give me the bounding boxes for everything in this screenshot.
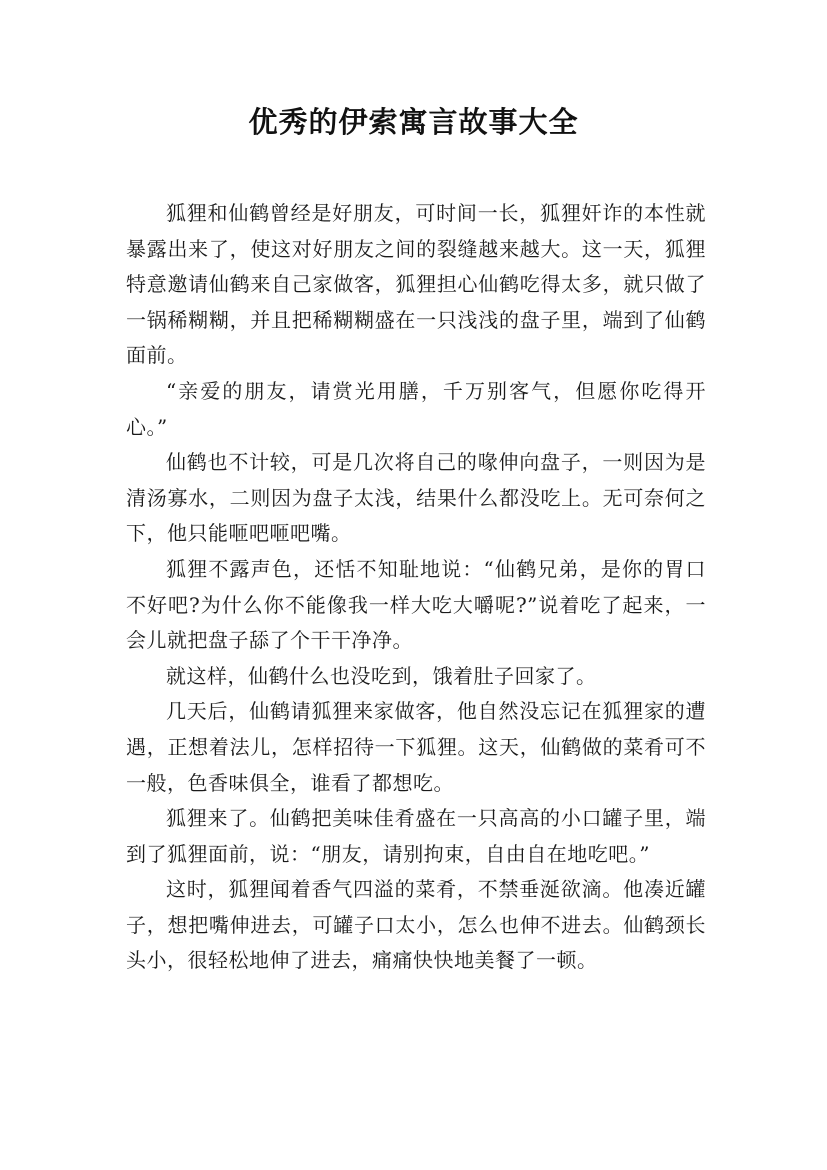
paragraph: 仙鹤也不计较，可是几次将自己的喙伸向盘子，一则因为是清汤寡水，二则因为盘子太浅，结果什么都没吃上。无可奈何之下，他只能咂吧咂吧嘴。 xyxy=(126,450,706,546)
paragraph: 狐狸不露声色，还恬不知耻地说：“仙鹤兄弟，是你的胃口不好吧?为什么你不能像我一样大吃大嚼呢?”说着吃了起来，一会儿就把盘子舔了个干干净净。 xyxy=(126,556,706,653)
paragraph: 就这样，仙鹤什么也没吃到，饿着肚子回家了。 xyxy=(166,663,597,688)
document-body xyxy=(126,196,706,979)
paragraph: “亲爱的朋友，请赏光用膳，千万别客气，但愿你吃得开心。” xyxy=(126,378,706,439)
document-title: 优秀的伊索寓言故事大全 xyxy=(248,105,579,139)
paragraph: 狐狸来了。仙鹤把美味佳肴盛在一只高高的小口罐子里，端到了狐狸面前，说：“朋友，请别拘束，自由自在地吃吧。” xyxy=(126,806,706,866)
paragraph: 狐狸和仙鹤曾经是好朋友，可时间一长，狐狸奸诈的本性就暴露出来了，使这对好朋友之间的裂缝越来越大。这一天，狐狸特意邀请仙鹤来自己家做客，狐狸担心仙鹤吃得太多，就只做了一锅稀糊糊，并且把稀糊糊盛在一只浅浅的盘子里，端到了仙鹤面前。 xyxy=(126,201,706,368)
paragraph: 这时，狐狸闻着香气四溢的菜肴，不禁垂涎欲滴。他凑近罐子，想把嘴伸进去，可罐子口太小，怎么也伸不进去。仙鹤颈长头小，很轻松地伸了进去，痛痛快快地美餐了一顿。 xyxy=(126,877,706,973)
paragraph: 几天后，仙鹤请狐狸来家做客，他自然没忘记在狐狸家的遭遇，正想着法儿，怎样招待一下狐狸。这天，仙鹤做的菜肴可不一般，色香味俱全，谁看了都想吃。 xyxy=(126,699,706,795)
